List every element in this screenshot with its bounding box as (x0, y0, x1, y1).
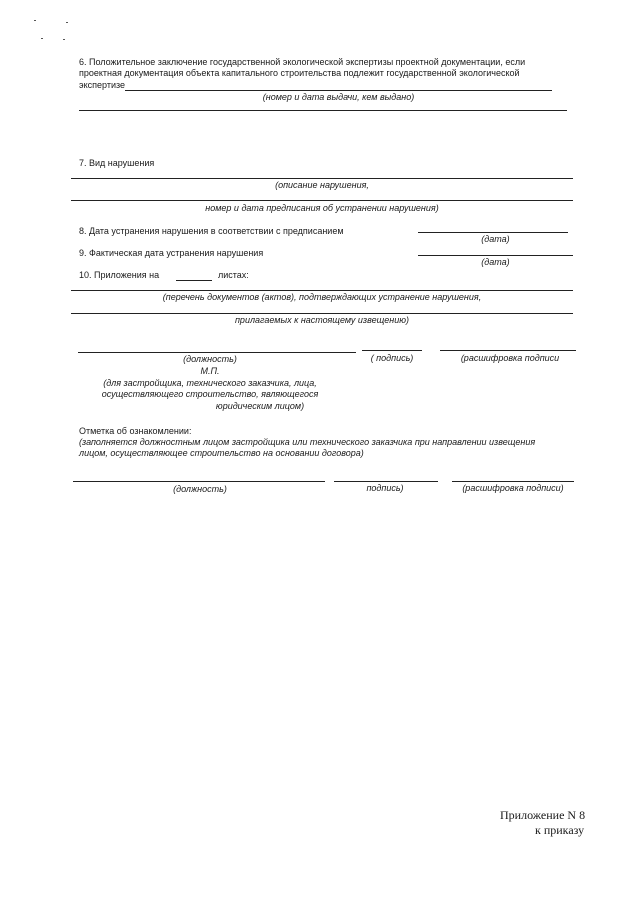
section-6-line-1: 6. Положительное заключение государственной экологической экспертизы проектной документации, если (79, 57, 526, 67)
appendix-subtitle: к приказу (535, 823, 585, 837)
section-10-sheets-line (176, 280, 212, 281)
decode-caption-2: (расшифровка подписи) (462, 483, 564, 493)
section-6-line-2: проектная документация объекта капитального строительства подлежит государственной экологической (79, 68, 520, 78)
section-8-label: 8. Дата устранения нарушения в соответствии с предписанием (79, 226, 344, 236)
signature-line-2 (334, 481, 438, 482)
scan-speck (41, 38, 43, 39)
position-caption: (должность) (183, 354, 237, 364)
position-line (78, 352, 356, 353)
section-10-caption-2: прилагаемых к настоящему извещению) (234, 315, 410, 325)
ack-title: Отметка об ознакомлении: (79, 426, 192, 436)
signature-caption: ( подпись) (370, 353, 414, 363)
scan-speck (66, 22, 68, 23)
section-10-caption-1: (перечень документов (актов), подтверждающих устранение нарушения, (162, 292, 482, 302)
section-10-label-a: 10. Приложения на (79, 270, 160, 280)
section-7-label: 7. Вид нарушения (79, 158, 155, 168)
scan-speck (34, 20, 36, 21)
section-9-date-line (418, 255, 573, 256)
section-6-caption: (номер и дата выдачи, кем выдано) (262, 92, 415, 102)
section-10-label-b: листах: (218, 270, 249, 280)
decode-line-2 (452, 481, 574, 482)
section-7-fill-line (71, 178, 573, 179)
legal-entity-note-2: осуществляющего строительство, являющегося (101, 389, 319, 399)
legal-entity-note-3: юридическим лицом) (215, 401, 305, 411)
section-7-fill-line-2 (71, 200, 573, 201)
appendix-title: Приложение N 8 (500, 808, 586, 822)
section-6-line-3: экспертизе (79, 80, 125, 90)
section-10-fill-line-2 (71, 313, 573, 314)
scan-speck (63, 39, 65, 40)
section-10-fill-line (71, 290, 573, 291)
section-9-caption: (дата) (481, 257, 510, 267)
stamp-label: М.П. (200, 366, 220, 376)
legal-entity-note-1: (для застройщика, технического заказчика, лица, (103, 378, 317, 388)
decode-caption: (расшифровка подписи (460, 353, 560, 363)
signature-caption-2: подпись) (366, 483, 404, 493)
decode-line (440, 350, 576, 351)
section-7-caption-1: (описание нарушения, (275, 180, 369, 190)
section-8-date-line (418, 232, 568, 233)
position-caption-2: (должность) (173, 484, 227, 494)
ack-note-2: лицом, осуществляющее строительство на основании договора) (79, 448, 364, 458)
ack-note-1: (заполняется должностным лицом застройщика или технического заказчика при направлении извещения (79, 437, 536, 447)
section-6-fill-line-2 (79, 110, 567, 111)
position-line-2 (73, 481, 325, 482)
section-7-caption-2: номер и дата предписания об устранении нарушения) (205, 203, 439, 213)
signature-line (362, 350, 422, 351)
section-9-label: 9. Фактическая дата устранения нарушения (79, 248, 264, 258)
section-6-fill-line (125, 90, 552, 91)
section-8-caption: (дата) (481, 234, 510, 244)
